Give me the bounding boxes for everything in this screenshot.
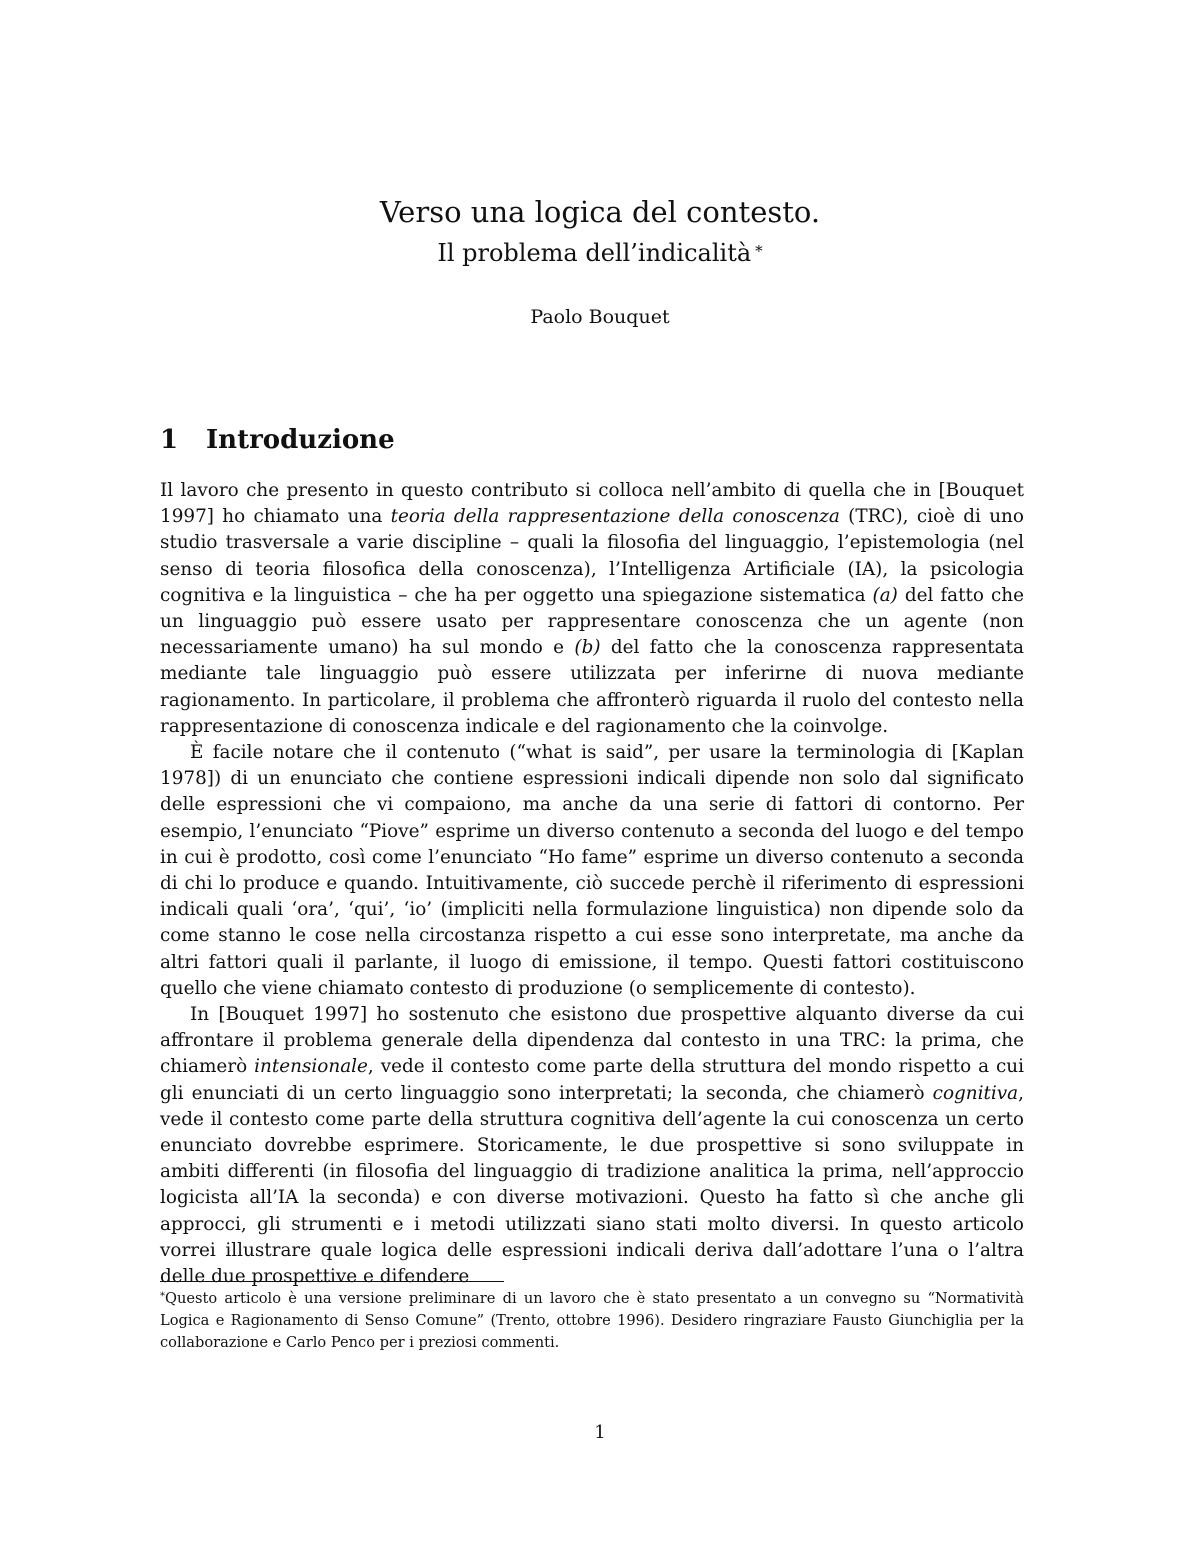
paragraph — [160, 478, 1024, 740]
title-block — [0, 190, 1200, 330]
italic-run: cognitiva — [932, 1082, 1019, 1104]
footnote-marker: * — [160, 1291, 165, 1302]
text-run: È facile notare che il contenuto (“what is said”, per usare la terminologia di [Kaplan 1978]) di un enunciato che contiene espressioni indicali dipende non solo dal significato delle espressioni che vi compaiono, ma anche da una serie di fattori di contorno. Per esempio, l’enunciato “Piove” esprime un diverso contenuto a seconda del luogo e del tempo in cui è prodotto, così come l’enunciato “Ho fame” esprime un diverso contenuto a seconda di chi lo produce e quando. Intuitivamente, ciò succede perchè il riferimento di espressioni indicali quali ‘ora’, ‘qui’, ‘io’ (impliciti nella formulazione linguistica) non dipende solo da come stanno le cose nella circostanza rispetto a cui esse sono interpretate, ma anche da altri fattori quali il parlante, il luogo di emissione, il tempo. Questi fattori costituiscono quello che viene chiamato contesto di produzione (o semplicemente di contesto). — [160, 742, 1024, 999]
section-heading — [160, 420, 395, 460]
text-run: (TRC), cioè di uno studio trasversale a varie discipline – quali la filosofia del linguaggio, l’epistemologia (nel senso di teoria filosofica della conoscenza), l’Intelligenza Artificiale (IA), la psicologia cognitiva e la linguistica – che ha per oggetto una spiegazione sistematica — [160, 506, 1024, 606]
text-run: Il lavoro che presento in questo contributo si colloca nell’ambito di quella che in [Bouquet 1997] ho chiamato una — [160, 480, 1024, 528]
page-number: 1 — [594, 1422, 606, 1443]
footnote-rule — [160, 1281, 504, 1282]
paper-subtitle — [0, 236, 1200, 270]
paragraph — [160, 1002, 1024, 1290]
section-title: Introduzione — [206, 425, 395, 455]
italic-run: intensionale — [254, 1056, 368, 1078]
text-run: del fatto che la conoscenza rappresentata mediante tale linguaggio può essere utilizzata per inferirne di nuova mediante ragionamento. In particolare, il problema che affronterò riguarda il ruolo del contesto nella rappresentazione di conoscenza indicale e del ragionamento che la coinvolge. — [160, 637, 1024, 737]
paper-title: Verso una logica del contesto. — [379, 195, 821, 229]
italic-run: (a) — [872, 584, 898, 606]
footnote-mark: * — [755, 242, 763, 260]
text-run: In [Bouquet 1997] ho sostenuto che esistono due prospettive alquanto diverse da cui affrontare il problema generale della dipendenza dal contesto in una TRC: la prima, che chiamerò — [160, 1004, 1024, 1078]
body-text — [160, 478, 1024, 1290]
author-name: Paolo Bouquet — [530, 306, 670, 328]
footnote — [160, 1288, 1024, 1354]
section-number: 1 — [160, 425, 179, 455]
text-run: , vede il contesto come parte della struttura del mondo rispetto a cui gli enunciati di un certo linguaggio sono interpretati; la seconda, che chiamerò — [160, 1056, 1024, 1104]
subtitle-text: Il problema dell’indicalità — [437, 239, 752, 267]
footnote-text: Questo articolo è una versione preliminare di un lavoro che è stato presentato a un convegno su “Normatività Logica e Ragionamento di Senso Comune” (Trento, ottobre 1996). Desidero ringraziare Fausto Giunchiglia per la collaborazione e Carlo Penco per i preziosi commenti. — [160, 1290, 1024, 1351]
text-run: , vede il contesto come parte della struttura cognitiva dell’agente la cui conoscenza un certo enunciato dovrebbe esprimere. Storicamente, le due prospettive si sono sviluppate in ambiti differenti (in filosofia del linguaggio di tradizione analitica la prima, nell’approccio logicista all’IA la seconda) e con diverse motivazioni. Questo ha fatto sì che anche gli approcci, gli strumenti e i metodi utilizzati siano stati molto diversi. In questo articolo vorrei illustrare quale logica delle espressioni indicali deriva dall’adottare l’una o l’altra delle due prospettive e difendere — [160, 1082, 1024, 1288]
italic-run: teoria della rappresentazione della conoscenza — [390, 506, 840, 528]
italic-run: (b) — [574, 637, 601, 659]
text-run: del fatto che un linguaggio può essere usato per rappresentare conoscenza che un agente (non necessariamente umano) ha sul mondo e — [160, 584, 1024, 659]
paragraph — [160, 740, 1024, 1002]
